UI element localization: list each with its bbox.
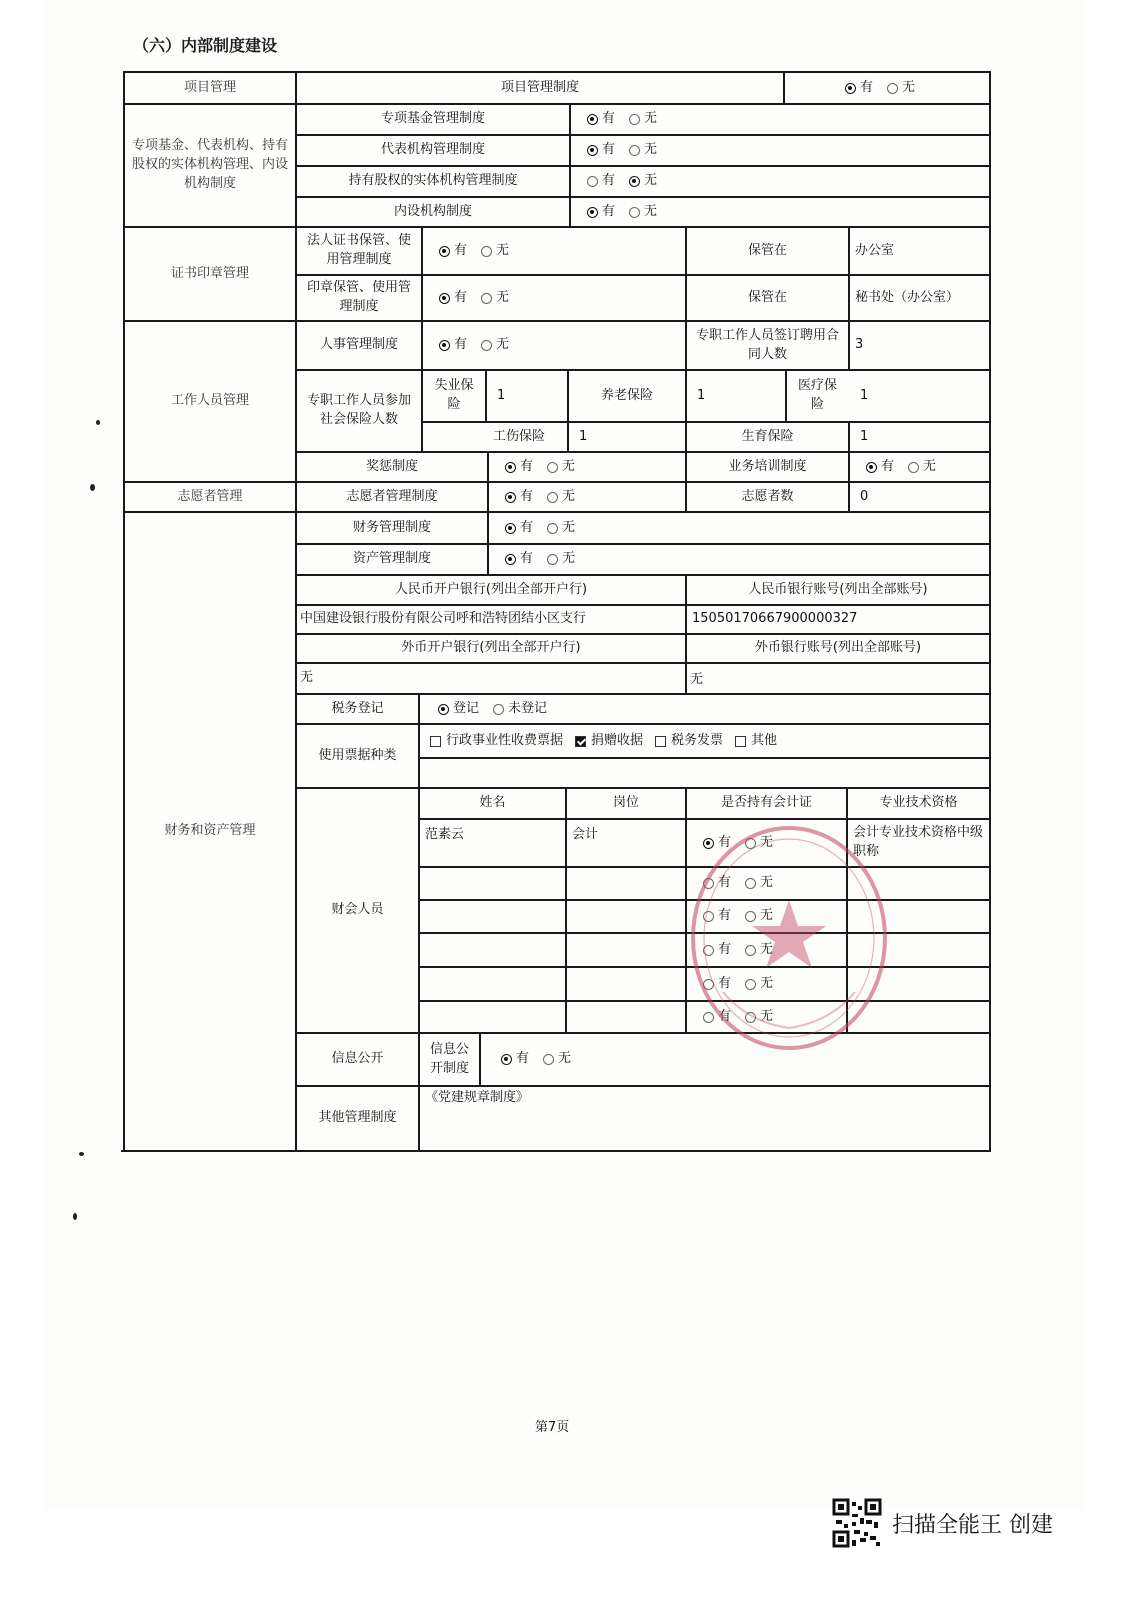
radio-selected-icon [629, 176, 640, 187]
label-volunteer-count: 志愿者数 [741, 488, 794, 504]
radio-empty-icon [547, 554, 558, 565]
header-name: 姓名 [479, 795, 506, 811]
radio-seal-system[interactable]: 有 无 [423, 276, 685, 320]
radio-empty-icon [481, 293, 492, 304]
radio-selected-icon [505, 523, 516, 534]
header-rmb-account: 人民币银行账号(列出全部账号) [748, 581, 928, 597]
radio-empty-icon [745, 838, 756, 849]
radio-training-system[interactable]: 有 无 [850, 453, 989, 481]
value-volunteer-count: 0 [860, 488, 869, 504]
radio-equity-entity-system[interactable]: 有 无 [571, 167, 989, 196]
checkbox-empty-icon[interactable] [430, 736, 441, 747]
label-certificate-kept-at: 保管在 [747, 242, 787, 258]
radio-empty-icon [703, 979, 714, 990]
radio-selected-icon [866, 462, 877, 473]
page-number: 第7页 [535, 1420, 570, 1435]
radio-empty-icon [547, 523, 558, 534]
radio-selected-icon [587, 145, 598, 156]
label-info-disclosure: 信息公开 [331, 1051, 384, 1067]
header-professional-qualification: 专业技术资格 [879, 795, 958, 811]
radio-empty-icon [887, 83, 898, 94]
label-hr-system: 人事管理制度 [319, 337, 398, 353]
label-asset-system: 资产管理制度 [352, 551, 431, 567]
radio-selected-icon [587, 207, 598, 218]
label-finance-system: 财务管理制度 [352, 519, 431, 535]
label-maternity-insurance: 生育保险 [741, 428, 794, 444]
radio-representative-office-system[interactable]: 有 无 [571, 136, 989, 165]
radio-accountant-cert[interactable]: 有 无 [687, 820, 846, 866]
radio-empty-icon [629, 114, 640, 125]
label-project-system: 项目管理制度 [500, 79, 579, 95]
radio-cert-empty-row-2[interactable]: 有 无 [687, 901, 846, 932]
label-training-system: 业务培训制度 [728, 458, 807, 474]
radio-selected-icon [845, 83, 856, 94]
header-rmb-bank: 人民币开户银行(列出全部开户行) [394, 581, 588, 597]
radio-empty-icon [481, 340, 492, 351]
value-rmb-account: 15050170667900000327 [692, 611, 858, 627]
radio-info-disclosure[interactable]: 有 无 [481, 1034, 989, 1085]
radio-empty-icon [745, 1012, 756, 1023]
radio-empty-icon [629, 145, 640, 156]
label-medical-insurance: 医疗保险 [797, 378, 837, 412]
radio-empty-icon [547, 462, 558, 473]
radio-special-fund-system[interactable]: 有 无 [571, 105, 989, 134]
radio-selected-icon [505, 462, 516, 473]
radio-empty-icon [745, 979, 756, 990]
radio-selected-icon [501, 1054, 512, 1065]
radio-empty-icon [493, 704, 504, 715]
radio-selected-icon [703, 838, 714, 849]
radio-selected-icon [439, 246, 450, 257]
header-post: 岗位 [612, 795, 639, 811]
value-other-systems: 《党建规章制度》 [425, 1090, 530, 1105]
value-accountant-name: 范素云 [425, 827, 465, 842]
header-fx-bank: 外币开户银行(列出全部开户行) [401, 640, 581, 656]
checkbox-empty-icon[interactable] [735, 736, 746, 747]
radio-internal-dept-system[interactable]: 有 无 [571, 198, 989, 226]
value-fx-bank: 无 [300, 670, 314, 686]
checkbox-checked-icon[interactable] [575, 736, 586, 747]
radio-asset-system[interactable]: 有 无 [489, 545, 989, 574]
value-contract-count: 3 [855, 337, 864, 353]
label-pension-insurance: 养老保险 [600, 387, 653, 403]
label-volunteer-system: 志愿者管理制度 [346, 488, 438, 504]
radio-empty-icon [703, 911, 714, 922]
radio-selected-icon [587, 114, 598, 125]
label-contract-count: 专职工作人员签订聘用合同人数 [695, 327, 839, 362]
radio-selected-icon [439, 293, 450, 304]
radio-cert-empty-row-3[interactable]: 有 无 [687, 934, 846, 966]
value-maternity-insurance: 1 [860, 428, 869, 444]
value-accountant-qualification: 会计专业技术资格中级职称 [853, 825, 984, 859]
label-other-systems: 其他管理制度 [318, 1110, 397, 1126]
qr-code-icon [832, 1498, 882, 1548]
value-medical-insurance: 1 [860, 387, 869, 403]
radio-volunteer-system[interactable]: 有 无 [489, 483, 685, 511]
radio-finance-system[interactable]: 有 无 [489, 513, 989, 543]
value-rmb-bank: 中国建设银行股份有限公司呼和浩特团结小区支行 [300, 611, 587, 627]
radio-reward-system[interactable]: 有 无 [489, 453, 685, 481]
radio-empty-icon [703, 878, 714, 889]
radio-selected-icon [439, 340, 450, 351]
label-unemployment-insurance: 失业保险 [434, 378, 474, 412]
section-title: （六）内部制度建设 [133, 36, 278, 55]
value-accountant-post: 会计 [572, 827, 599, 842]
label-injury-insurance: 工伤保险 [492, 428, 545, 444]
value-certificate-kept-at: 办公室 [855, 242, 895, 258]
category-staff-management: 工作人员管理 [170, 393, 249, 409]
label-info-disclosure-system: 信息公开制度 [429, 1041, 469, 1076]
radio-empty-icon [745, 945, 756, 956]
label-seal-kept-at: 保管在 [747, 289, 787, 305]
radio-tax-registration[interactable]: 登记 未登记 [420, 695, 989, 723]
label-seal-system: 印章保管、使用管理制度 [306, 280, 411, 314]
header-accounting-cert: 是否持有会计证 [720, 795, 812, 811]
value-injury-insurance: 1 [579, 428, 588, 444]
header-fx-account: 外币银行账号(列出全部账号) [754, 640, 922, 656]
category-fund-institutions: 专项基金、代表机构、持有股权的实体机构管理、内设机构制度 [131, 138, 288, 191]
scanner-label: 扫描全能王 创建 [892, 1512, 1053, 1538]
value-pension-insurance: 1 [697, 387, 706, 403]
radio-cert-empty-row-1[interactable]: 有 无 [687, 868, 846, 899]
checkbox-empty-icon[interactable] [655, 736, 666, 747]
radio-empty-icon [543, 1054, 554, 1065]
category-project-management: 项目管理 [183, 79, 236, 95]
label-special-fund-system: 专项基金管理制度 [380, 111, 485, 127]
radio-selected-icon [505, 554, 516, 565]
radio-empty-icon [547, 492, 558, 503]
radio-hr-system[interactable]: 有 无 [423, 322, 685, 369]
radio-empty-icon [745, 911, 756, 922]
checkbox-group-receipt-types[interactable]: 行政事业性收费票据 捐赠收据 税务发票 其他 [420, 725, 989, 757]
label-social-insurance: 专职工作人员参加社会保险人数 [306, 393, 411, 427]
category-certificate-seal: 证书印章管理 [170, 265, 249, 281]
radio-empty-icon [629, 207, 640, 218]
label-tax-registration: 税务登记 [331, 700, 384, 716]
radio-empty-icon [703, 945, 714, 956]
radio-empty-icon [587, 176, 598, 187]
radio-empty-icon [481, 246, 492, 257]
radio-cert-empty-row-5[interactable]: 有 无 [687, 1002, 846, 1032]
label-receipt-types: 使用票据种类 [318, 747, 397, 763]
category-volunteer: 志愿者管理 [177, 488, 243, 504]
radio-project-system[interactable]: 有 无 [785, 73, 989, 103]
label-representative-office-system: 代表机构管理制度 [380, 142, 485, 158]
label-certificate-system: 法人证书保管、使用管理制度 [306, 233, 411, 267]
label-equity-entity-system: 持有股权的实体机构管理制度 [348, 173, 518, 189]
label-reward-system: 奖惩制度 [365, 458, 418, 474]
radio-certificate-system[interactable]: 有 无 [423, 228, 685, 274]
radio-cert-empty-row-4[interactable]: 有 无 [687, 968, 846, 1000]
radio-empty-icon [908, 462, 919, 473]
value-unemployment-insurance: 1 [497, 387, 506, 403]
value-seal-kept-at: 秘书处（办公室） [855, 289, 960, 305]
label-accounting-staff: 财会人员 [331, 902, 384, 918]
radio-selected-icon [438, 704, 449, 715]
label-internal-dept-system: 内设机构制度 [393, 203, 472, 219]
radio-empty-icon [703, 1012, 714, 1023]
category-finance-assets: 财务和资产管理 [164, 823, 256, 839]
radio-selected-icon [505, 492, 516, 503]
value-fx-account: 无 [690, 672, 704, 688]
scanner-watermark [832, 1498, 1053, 1548]
radio-empty-icon [745, 878, 756, 889]
